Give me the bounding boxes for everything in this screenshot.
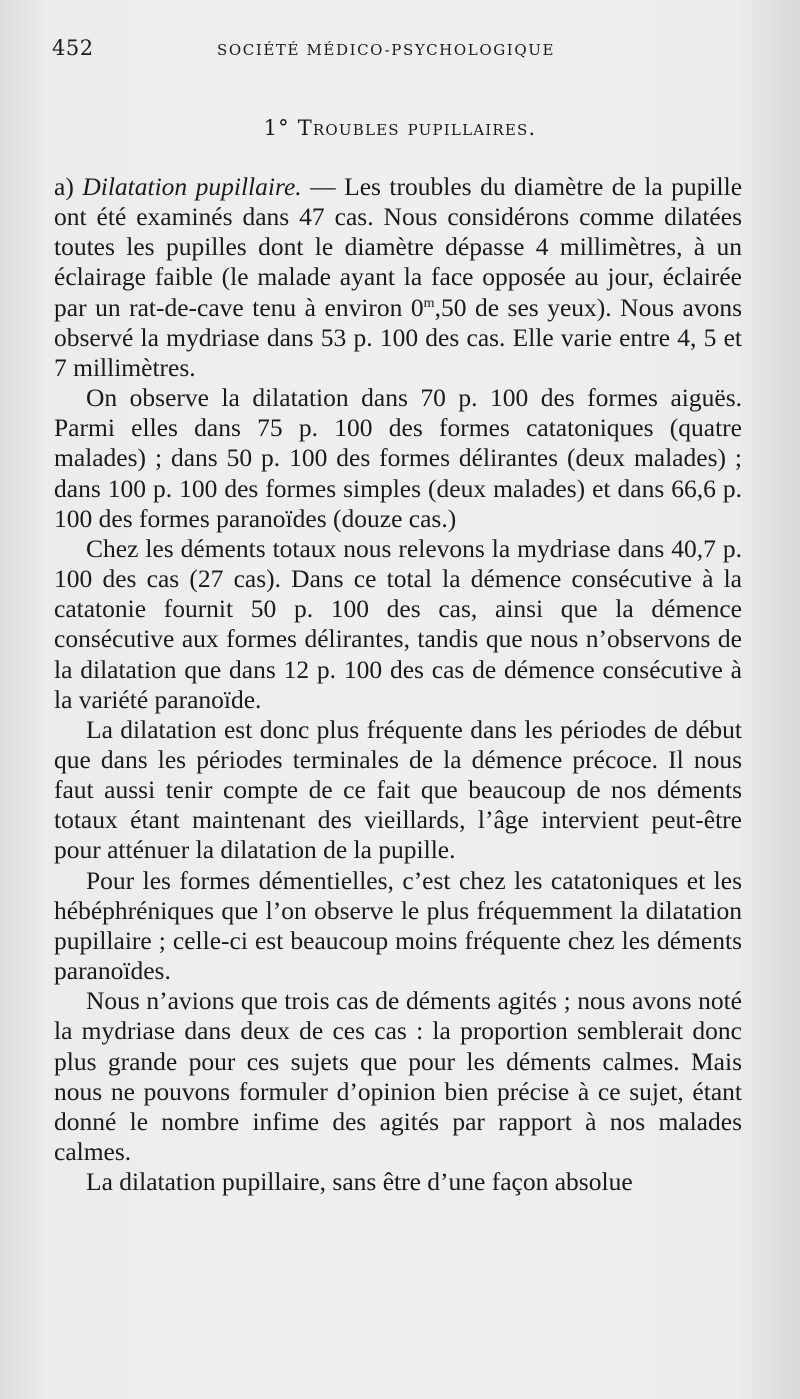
- subsection-lead-text-end: ,50 de ses yeux). Nous avons observé la mydriase dans 53 p. 100 des cas. Elle varie entre 4, 5 et 7 millimètres.: [54, 292, 743, 382]
- paragraph: Nous n’avions que trois cas de déments agités ; nous avons noté la mydriase dans deux de ces cas : la proportion semblerait donc plus grande pour ces sujets que pour les déments calmes. Mais nous ne pouvons formuler d’opinion bien précise à ce sujet, étant donné le nombre infime des agités par rapport à nos malades calmes.: [54, 986, 742, 1166]
- section-title: Troubles pupillaires.: [297, 116, 537, 140]
- paragraph: On observe la dilatation dans 70 p. 100 des formes aiguës. Parmi elles dans 75 p. 100 des formes catatoniques (quatre malades) ; dans 50 p. 100 des formes délirantes (deux malades) ; dans 100 p. 100 des formes simples (deux malades) et dans 66,6 p. 100 des formes paranoïdes (douze cas.): [54, 383, 742, 533]
- subsection-marker: a): [54, 172, 74, 201]
- paragraph: La dilatation pupillaire, sans être d’une façon absolue: [86, 1167, 633, 1197]
- section-heading: [0, 116, 800, 140]
- page-header: [52, 36, 752, 66]
- page-number: 452: [52, 36, 94, 60]
- paragraph: Pour les formes démentielles, c’est chez les catatoniques et les hébéphréniques que l’on observe le plus fréquemment la dilatation pupillaire ; celle-ci est beaucoup moins fréquente chez les déments paranoïdes.: [54, 865, 742, 986]
- section-number: 1°: [263, 116, 290, 140]
- subsection-lead-text: — Les troubles du diamètre de la pupille ont été examinés dans 47 cas. Nous considérons comme dilatées toutes les pupilles dont le diamètre dépasse 4 millimètres, à un éclairage faible (le malade ayant la face opposée au jour, éclairée par un rat-de-cave tenu à environ 0: [54, 172, 743, 322]
- paragraph: La dilatation est donc plus fréquente dans les périodes de début que dans les périodes terminales de la démence précoce. Il nous faut aussi tenir compte de ce fait que beaucoup de nos déments totaux étant maintenant des vieillards, l’âge intervient peut-être pour atténuer la dilatation de la pupille.: [54, 714, 742, 865]
- running-head: SOCIÉTÉ MÉDICO-PSYCHOLOGIQUE: [217, 41, 556, 59]
- paragraph: Chez les déments totaux nous relevons la mydriase dans 40,7 p. 100 des cas (27 cas). Dans ce total la démence consécutive à la catatonie fournit 50 p. 100 des cas, ainsi que la démence consécutive aux formes délirantes, tandis que nous n’observons de la dilatation que dans 12 p. 100 des cas de démence consécutive à la variété paranoïde.: [54, 533, 742, 714]
- subsection-title: Dilatation pupillaire.: [82, 172, 302, 201]
- body-text: [54, 172, 742, 1197]
- measure-superscript: m: [423, 295, 435, 311]
- subsection-paragraph: [54, 172, 742, 383]
